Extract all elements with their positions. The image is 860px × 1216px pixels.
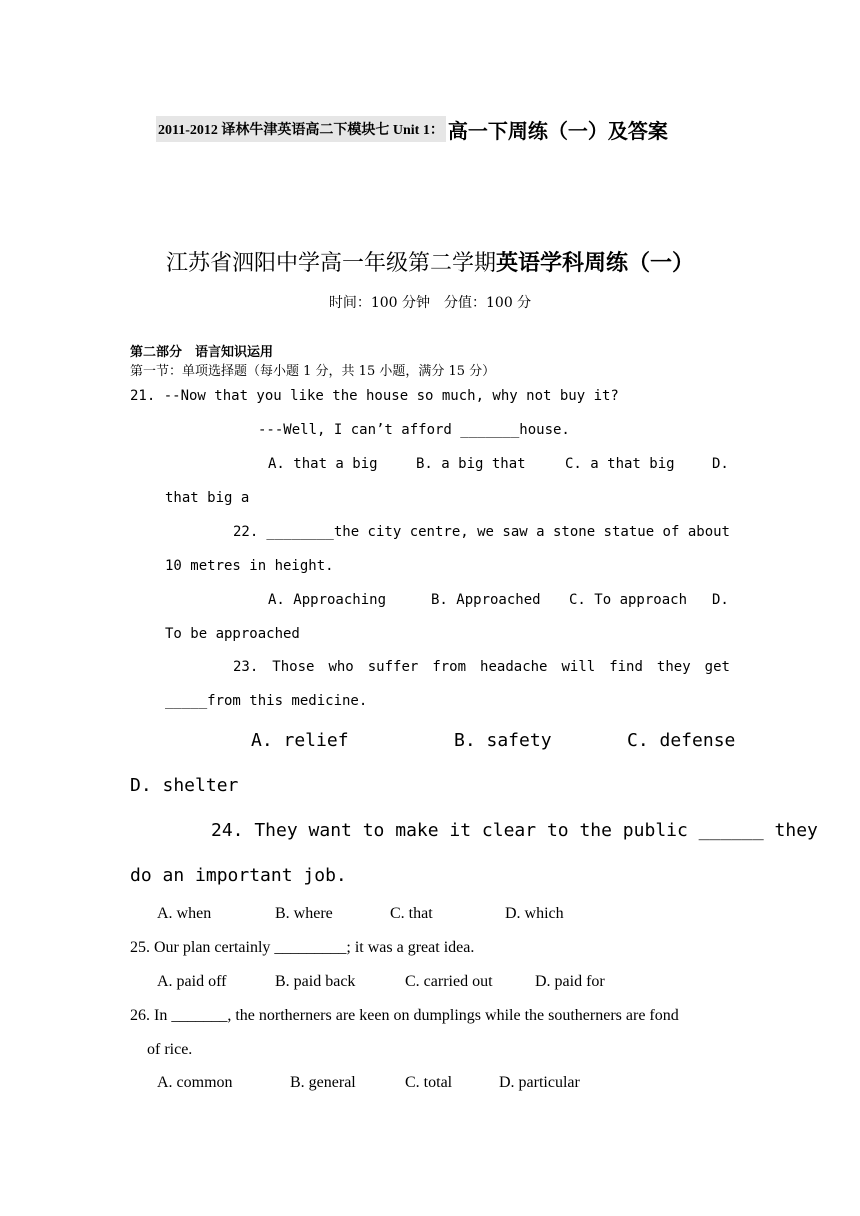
- q21-option-a: A. that a big: [268, 456, 378, 472]
- q21-option-d-text: that big a: [165, 490, 250, 506]
- q23-word: Those: [272, 659, 315, 675]
- q23-word: 23.: [233, 659, 259, 675]
- document-title: [156, 116, 668, 142]
- q24-option-a: A. when: [157, 905, 212, 922]
- exam-heading: [0, 246, 860, 277]
- q22-option-b: B. Approached: [431, 592, 541, 608]
- q25-option-d: D. paid for: [535, 973, 605, 990]
- q22-option-a: A. Approaching: [268, 592, 387, 608]
- q23-word: will: [561, 659, 596, 675]
- q23-option-c: C. defense: [627, 730, 736, 751]
- q23-word: get: [704, 659, 730, 675]
- q22-option-c: C. To approach: [569, 592, 688, 608]
- q23-option-b: B. safety: [454, 730, 552, 751]
- q23-word: who: [328, 659, 354, 675]
- q21-stem: 21. --Now that you like the house so much, why not buy it?: [130, 388, 619, 404]
- q23-option-a: A. relief: [251, 730, 349, 751]
- q21-option-d: D.: [712, 456, 729, 472]
- q25-option-a: A. paid off: [157, 973, 227, 990]
- q24-stem-line2: do an important job.: [130, 865, 347, 886]
- q23-stem-line2: _____from this medicine.: [165, 693, 368, 709]
- exam-heading-subject: 英语学科周练（一）: [496, 251, 695, 276]
- q22-stem-line2: 10 metres in height.: [165, 558, 334, 574]
- q21-option-b: B. a big that: [416, 456, 526, 472]
- q22-stem-line1: [233, 524, 730, 540]
- q24-option-b: B. where: [275, 905, 333, 922]
- q21-reply: ---Well, I can’t afford _______house.: [258, 422, 570, 438]
- q23-word: find: [609, 659, 643, 675]
- title-main: 高一下周练（一）及答案: [447, 118, 668, 143]
- subsection-heading: 第一节：单项选择题（每小题 1 分，共 15 小题，满分 15 分）: [130, 364, 496, 379]
- q23-option-d: D. shelter: [130, 775, 239, 796]
- q26-option-b: B. general: [290, 1074, 356, 1091]
- title-course-label: 2011-2012 译林牛津英语高二下模块七 Unit 1：: [156, 116, 446, 142]
- q26-option-c: C. total: [405, 1074, 453, 1091]
- q24-option-d: D. which: [505, 905, 564, 922]
- exam-heading-school: 江苏省泗阳中学高一年级第二学期: [165, 251, 496, 276]
- q22-stem-text: ________the city centre, we saw a stone statue of about: [266, 524, 730, 540]
- q22-number: 22.: [233, 524, 259, 540]
- section-heading: 第二部分 语言知识运用: [130, 345, 274, 360]
- exam-time-score: 时间：100 分钟 分值：100 分: [328, 295, 532, 311]
- q26-option-a: A. common: [157, 1074, 233, 1091]
- q26-stem-line2: of rice.: [147, 1041, 193, 1058]
- q26-stem-line1: 26. In _______, the northerners are keen on dumplings while the southerners are fond: [130, 1007, 679, 1024]
- q23-word: headache: [480, 659, 548, 675]
- q23-word: from: [432, 659, 467, 675]
- q26-option-d: D. particular: [499, 1074, 580, 1091]
- q21-option-c: C. a that big: [565, 456, 675, 472]
- q25-option-b: B. paid back: [275, 973, 356, 990]
- q24-stem-line1: 24. They want to make it clear to the public ______ they: [211, 820, 818, 841]
- q25-option-c: C. carried out: [405, 973, 493, 990]
- q23-stem-line1: [233, 659, 730, 675]
- q23-word: suffer: [367, 659, 419, 675]
- q25-stem: 25. Our plan certainly _________; it was a great idea.: [130, 939, 475, 956]
- q22-option-d-text: To be approached: [165, 626, 300, 642]
- q22-option-d: D.: [712, 592, 729, 608]
- q24-option-c: C. that: [390, 905, 433, 922]
- q23-word: they: [656, 659, 691, 675]
